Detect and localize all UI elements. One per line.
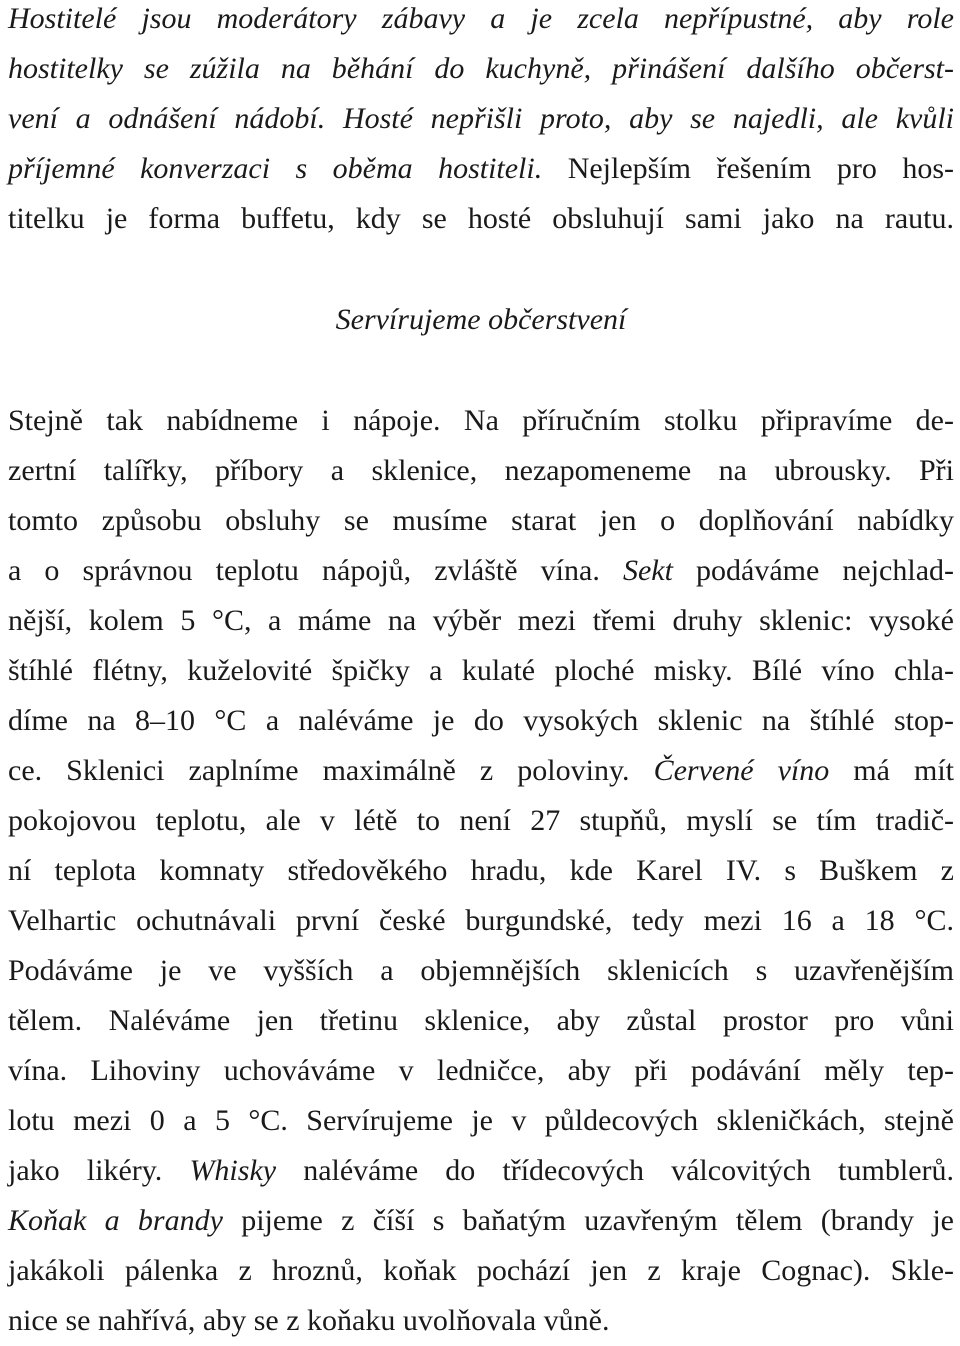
paragraph-2-line-16-part-a: jako likéry. — [8, 1154, 163, 1187]
paragraph-1-line-3: vení a odnášení nádobí. Hosté nepřišli proto, aby se najedli, ale kvůli — [8, 102, 954, 135]
term-whisky: Whisky — [189, 1154, 277, 1187]
term-konak-a-brandy: Koňak a brandy — [8, 1204, 223, 1237]
paragraph-2-line-14: vína. Lihoviny uchováváme v ledničce, aby při podávání měly tep- — [8, 1054, 954, 1087]
paragraph-2-line-10: ní teplota komnaty středověkého hradu, kde Karel IV. s Buškem z — [8, 854, 954, 887]
paragraph-2-line-7: díme na 8–10 °C a naléváme je do vysokých sklenic na štíhlé stop- — [8, 704, 954, 737]
paragraph-1-line-5: titelku je forma buffetu, kdy se hosté obsluhují sami jako na rautu. — [8, 202, 954, 235]
paragraph-2-line-1: Stejně tak nabídneme i nápoje. Na příručním stolku připravíme de- — [8, 404, 954, 437]
paragraph-2-line-18: jakákoli pálenka z hroznů, koňak pochází jen z kraje Cognac). Skle- — [8, 1254, 954, 1287]
paragraph-2-line-5: nější, kolem 5 °C, a máme na výběr mezi třemi druhy sklenic: vysoké — [8, 604, 954, 637]
paragraph-2-line-12: Podáváme je ve vyšších a objemnějších sklenicích s uzavřenějším — [8, 954, 954, 987]
paragraph-1-line-4-roman: Nejlepším řešením pro hos- — [567, 152, 954, 185]
paragraph-2-line-16-part-c: naléváme do třídecových válcovitých tumblerů. — [303, 1154, 954, 1187]
paragraph-2-line-17-part-b: pijeme z číší s baňatým uzavřeným tělem (brandy je — [241, 1204, 954, 1237]
paragraph-2-line-8 — [8, 746, 954, 796]
paragraph-2-line-17 — [8, 1196, 954, 1246]
paragraph-2-line-3: tomto způsobu obsluhy se musíme starat jen o doplňování nabídky — [8, 504, 954, 537]
paragraph-1-line-1: Hostitelé jsou moderátory zábavy a je zcela nepřípustné, aby role — [8, 2, 954, 35]
paragraph-2-line-6: štíhlé flétny, kuželovité špičky a kulaté ploché misky. Bílé víno chla- — [8, 654, 954, 687]
paragraph-2-line-4-part-c: podáváme nejchlad- — [696, 554, 955, 587]
paragraph-2-line-15: lotu mezi 0 a 5 °C. Servírujeme je v půldecových skleničkách, stejně — [8, 1104, 954, 1137]
paragraph-1-line-4-italic: příjemné konverzaci s oběma hostiteli. — [8, 152, 543, 185]
paragraph-2-line-4 — [8, 546, 954, 596]
term-cervene-vino: Červené víno — [653, 754, 830, 787]
paragraph-2-line-4-part-a: a o správnou teplotu nápojů, zvláště vína. — [8, 554, 600, 587]
paragraph-2-line-16 — [8, 1146, 954, 1196]
paragraph-2-line-19: nice se nahřívá, aby se z koňaku uvolňovala vůně. — [8, 1304, 610, 1337]
paragraph-2-line-13: tělem. Naléváme jen třetinu sklenice, aby zůstal prostor pro vůni — [8, 1004, 954, 1037]
paragraph-2-line-8-part-c: má mít — [853, 754, 955, 787]
paragraph-2-line-2: zertní talířky, příbory a sklenice, nezapomeneme na ubrousky. Při — [8, 454, 954, 487]
paragraph-2-line-8-part-a: ce. Sklenici zaplníme maximálně z poloviny. — [8, 754, 630, 787]
paragraph-1-line-4 — [8, 144, 954, 194]
paragraph-1-line-2: hostitelky se zúžila na běhání do kuchyně, přinášení dalšího občerst- — [8, 52, 954, 85]
paragraph-2-line-9: pokojovou teplotu, ale v létě to není 27 stupňů, myslí se tím tradič- — [8, 804, 954, 837]
paragraph-2-line-11: Velhartic ochutnávali první české burgundské, tedy mezi 16 a 18 °C. — [8, 904, 954, 937]
section-heading: Servírujeme občerstvení — [335, 303, 627, 336]
term-sekt: Sekt — [622, 554, 673, 587]
